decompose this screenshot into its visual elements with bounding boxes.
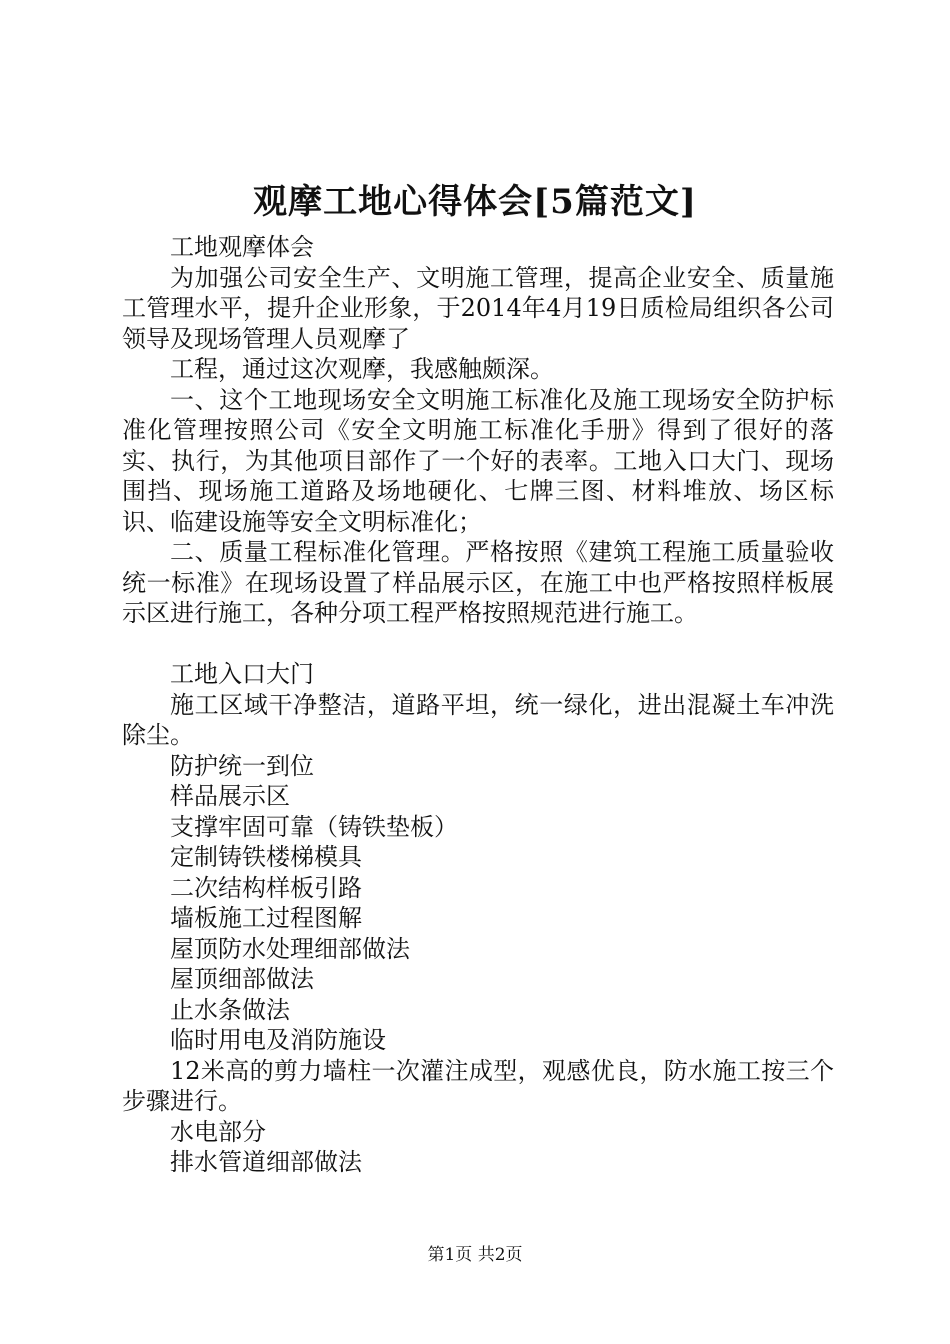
document-title: 观摩工地心得体会[5篇范文]: [253, 182, 697, 222]
list-item: 样品展示区: [170, 782, 290, 810]
paragraph-point-two: 二、质量工程标准化管理。严格按照《建筑工程施工质量验收统一标准》在现场设置了样品展示区，在施工中也严格按照样板展示区进行施工，各种分项工程严格按照规范进行施工。: [122, 538, 834, 627]
list-item: 墙板施工过程图解: [170, 904, 362, 932]
list-item: 工地入口大门: [170, 660, 314, 688]
paragraph-point-one: 一、这个工地现场安全文明施工标准化及施工现场安全防护标准化管理按照公司《安全文明施工标准化手册》得到了很好的落实、执行，为其他项目部作了一个好的表率。工地入口大门、现场围挡、现场施工道路及场地硬化、七牌三图、材料堆放、场区标识、临建设施等安全文明标准化；: [122, 385, 834, 536]
paragraph-intro: 为加强公司安全生产、文明施工管理，提高企业安全、质量施工管理水平，提升企业形象，于2014年4月19日质检局组织各公司领导及现场管理人员观摩了: [122, 263, 834, 353]
document-body: [122, 232, 834, 1178]
list-item: 止水条做法: [170, 995, 290, 1024]
list-item: 12米高的剪力墙柱一次灌注成型，观感优良，防水施工按三个步骤进行。: [122, 1056, 834, 1115]
paragraph-impression: 工程，通过这次观摩，我感触颇深。: [170, 355, 554, 383]
list-item: 水电部分: [170, 1117, 266, 1146]
list-item: 防护统一到位: [170, 751, 314, 780]
list-item: 施工区域干净整洁，道路平坦，统一绿化，进出混凝土车冲洗除尘。: [122, 690, 834, 749]
list-item: 排水管道细部做法: [170, 1148, 362, 1176]
list-item: 二次结构样板引路: [170, 873, 362, 902]
list-item: 临时用电及消防施设: [170, 1026, 386, 1054]
list-item: 屋顶细部做法: [170, 965, 314, 993]
list-item: 定制铸铁楼梯模具: [170, 843, 362, 871]
paragraph-spacer: [122, 629, 834, 660]
list-item: 支撑牢固可靠（铸铁垫板）: [170, 812, 458, 841]
list-item: 屋顶防水处理细部做法: [170, 934, 410, 963]
page-number-footer: 第1页 共2页: [427, 1245, 523, 1265]
paragraph-heading-site-observation: 工地观摩体会: [170, 233, 314, 261]
